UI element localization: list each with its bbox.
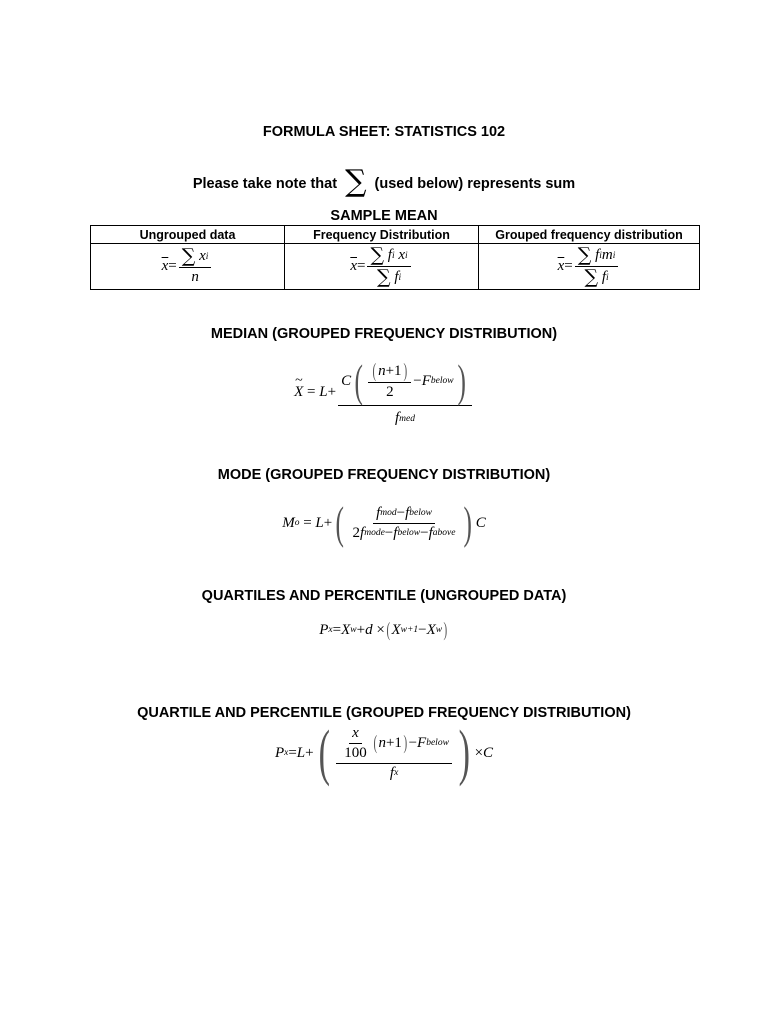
sum-note-after: (used below) represents sum	[374, 176, 576, 192]
quartiles-ungrouped-formula: P x = X w + d × ( X w+1 − X w )	[319, 619, 448, 641]
quartiles-grouped-heading: QUARTILE AND PERCENTILE (GROUPED FREQUENCY DISTRIBUTION)	[137, 705, 631, 721]
col-ungrouped: Ungrouped data	[91, 226, 285, 244]
median-heading: MEDIAN (GROUPED FREQUENCY DISTRIBUTION)	[210, 326, 558, 342]
sum-note-before: Please take note that	[192, 176, 338, 192]
formula-mean-ungrouped: $\overline{x}$ = ∑ x i n	[91, 244, 285, 290]
formula-mean-frequency: $\overline{x}$ = ∑ f i x i ∑ f i	[285, 244, 479, 290]
page-title: FORMULA SHEET: STATISTICS 102	[262, 124, 506, 140]
mode-formula: M o = L + ( f mod − f below 2 f mode − f below − f above ) C	[282, 497, 486, 548]
col-grouped: Grouped frequency distribution	[479, 226, 700, 244]
sigma-symbol: ∑	[345, 164, 367, 199]
sample-mean-table	[90, 225, 700, 290]
sample-mean-heading: SAMPLE MEAN	[330, 208, 438, 224]
quartiles-ungrouped-heading: QUARTILES AND PERCENTILE (UNGROUPED DATA)	[201, 588, 567, 604]
mode-heading: MODE (GROUPED FREQUENCY DISTRIBUTION)	[217, 467, 551, 483]
table-row	[91, 244, 700, 290]
sum-note	[0, 164, 768, 199]
quartiles-grouped-formula: P x = L + ( $\frac{x}{100}$ ( n +1 ) − F below f x ) × C	[274, 719, 494, 787]
table-header-row	[91, 226, 700, 244]
col-frequency: Frequency Distribution	[285, 226, 479, 244]
median-formula: ~ X = L + C ( ( n +1 ) 2 − F below ) f med	[0, 358, 768, 427]
formula-mean-grouped: $\overline{x}$ = ∑ f i m i ∑ f i	[479, 244, 700, 290]
